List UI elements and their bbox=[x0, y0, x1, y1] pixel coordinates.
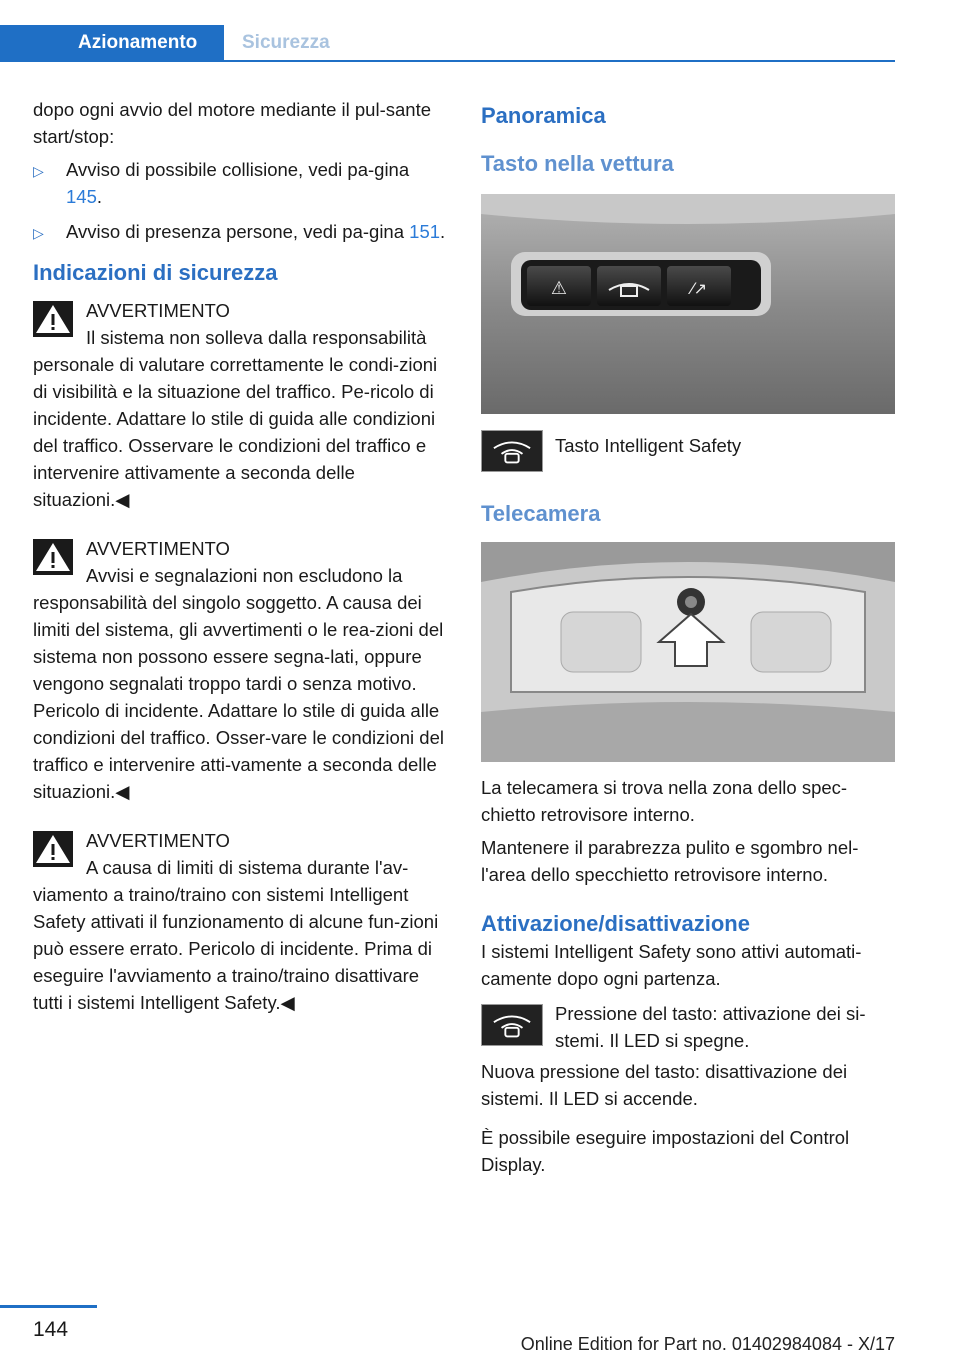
warning-text: responsabilità del singolo soggetto. A causa dei limiti del sistema, gli avvertimenti o le rea-zioni del sistema non possono essere segna-lati, oppure vengono segnalati troppo tardi o senza motivo. Pericolo di incidente. Adattare lo stile di guida alle condizioni del traffico. Osser-vare le condizioni del traffico e intervenire atti-vamente a seconda delle situazioni.◀ bbox=[33, 592, 444, 802]
button-panel-photo bbox=[481, 194, 895, 414]
warning-text-first: Il sistema non solleva dalla responsabilità bbox=[86, 327, 427, 348]
page-link-145[interactable]: 145 bbox=[66, 186, 97, 207]
panoramica-heading: Panoramica bbox=[481, 103, 606, 128]
warning-icon bbox=[33, 831, 73, 867]
chapter-header bbox=[0, 25, 895, 61]
telecamera-heading: Telecamera bbox=[481, 501, 601, 526]
tasto-caption-row bbox=[481, 426, 895, 480]
camera-illustration bbox=[481, 542, 895, 762]
tab-sicurezza[interactable]: Sicurezza bbox=[242, 32, 330, 53]
triangle-bullet-icon bbox=[33, 158, 44, 185]
attivazione-icon-row bbox=[481, 1000, 895, 1054]
list-item: ▷ Avviso di possibile collisione, vedi pa-gina 145. bbox=[33, 156, 448, 210]
triangle-bullet-icon bbox=[33, 220, 44, 247]
page-link-151[interactable]: 151 bbox=[409, 221, 441, 242]
page-number: 144 bbox=[33, 1318, 69, 1341]
attivazione-heading: Attivazione/disattivazione bbox=[481, 911, 750, 936]
telecamera-text-1: La telecamera si trova nella zona dello spec-chietto retrovisore interno. bbox=[481, 777, 848, 825]
attivazione-text-3: È possibile eseguire impostazioni del Control Display. bbox=[481, 1127, 850, 1175]
camera-photo bbox=[481, 542, 895, 762]
warning-text-first: A causa di limiti di sistema durante l'av- bbox=[86, 857, 409, 878]
header-rule bbox=[0, 60, 895, 62]
warning-icon bbox=[33, 301, 73, 337]
bullet-list bbox=[33, 156, 448, 245]
tab-azionamento[interactable]: Azionamento bbox=[0, 25, 224, 61]
left-column bbox=[33, 96, 448, 1016]
list-item-text: Avviso di presenza persone, vedi pa-gina bbox=[66, 221, 410, 242]
warning-block bbox=[33, 827, 448, 1016]
intelligent-safety-button-icon bbox=[481, 430, 543, 472]
right-column bbox=[481, 96, 895, 1178]
edition-text: Online Edition for Part no. 01402984084 - X/17 bbox=[520, 1334, 895, 1354]
tasto-caption: Tasto Intelligent Safety bbox=[555, 435, 742, 456]
telecamera-text-2: Mantenere il parabrezza pulito e sgombro nel-l'area dello specchietto retrovisore interno. bbox=[481, 837, 859, 885]
warning-text: personale di valutare correttamente le condi-zioni di visibilità e la situazione del traffico. Pe-ricolo di incidente. Adattare lo stile di guida alle condizioni del traffico. Osservare le condizioni del traffico e intervenire attivamente a seconda delle situazioni.◀ bbox=[33, 354, 438, 510]
warning-text-first: Avvisi e segnalazioni non escludono la bbox=[86, 565, 403, 586]
svg-text:⁄↗: ⁄↗ bbox=[690, 279, 708, 298]
tasto-heading: Tasto nella vettura bbox=[481, 151, 674, 176]
warning-title: AVVERTIMENTO bbox=[86, 830, 230, 851]
attivazione-text-2: Nuova pressione del tasto: disattivazione dei sistemi. Il LED si accende. bbox=[481, 1061, 848, 1109]
warning-title: AVVERTIMENTO bbox=[86, 538, 230, 559]
attivazione-text-1: I sistemi Intelligent Safety sono attivi automati-camente dopo ogni partenza. bbox=[481, 941, 862, 989]
safety-heading: Indicazioni di sicurezza bbox=[33, 260, 278, 285]
list-item-text: Avviso di possibile collisione, vedi pa-gina bbox=[66, 159, 410, 180]
footer-rule bbox=[0, 1305, 97, 1308]
intro-text: dopo ogni avvio del motore mediante il pul-sante start/stop: bbox=[33, 99, 431, 147]
warning-title: AVVERTIMENTO bbox=[86, 300, 230, 321]
warning-block bbox=[33, 297, 448, 513]
attivazione-icon-text: Pressione del tasto: attivazione dei si-stemi. Il LED si spegne. bbox=[555, 1003, 866, 1051]
warning-block bbox=[33, 535, 448, 805]
svg-text:⚠: ⚠ bbox=[550, 278, 568, 299]
button-panel-illustration bbox=[481, 194, 895, 414]
intelligent-safety-button-icon bbox=[481, 1004, 543, 1046]
list-item: ▷ Avviso di presenza persone, vedi pa-gina 151. bbox=[33, 218, 448, 245]
warning-icon bbox=[33, 539, 73, 575]
warning-text: viamento a traino/traino con sistemi Intelligent Safety attivati il funzionamento di alcune fun-zioni può essere errato. Pericolo di incidente. Prima di eseguire l'avviamento a traino/traino disattivare tutti i sistemi Intelligent Safety.◀ bbox=[33, 884, 439, 1013]
